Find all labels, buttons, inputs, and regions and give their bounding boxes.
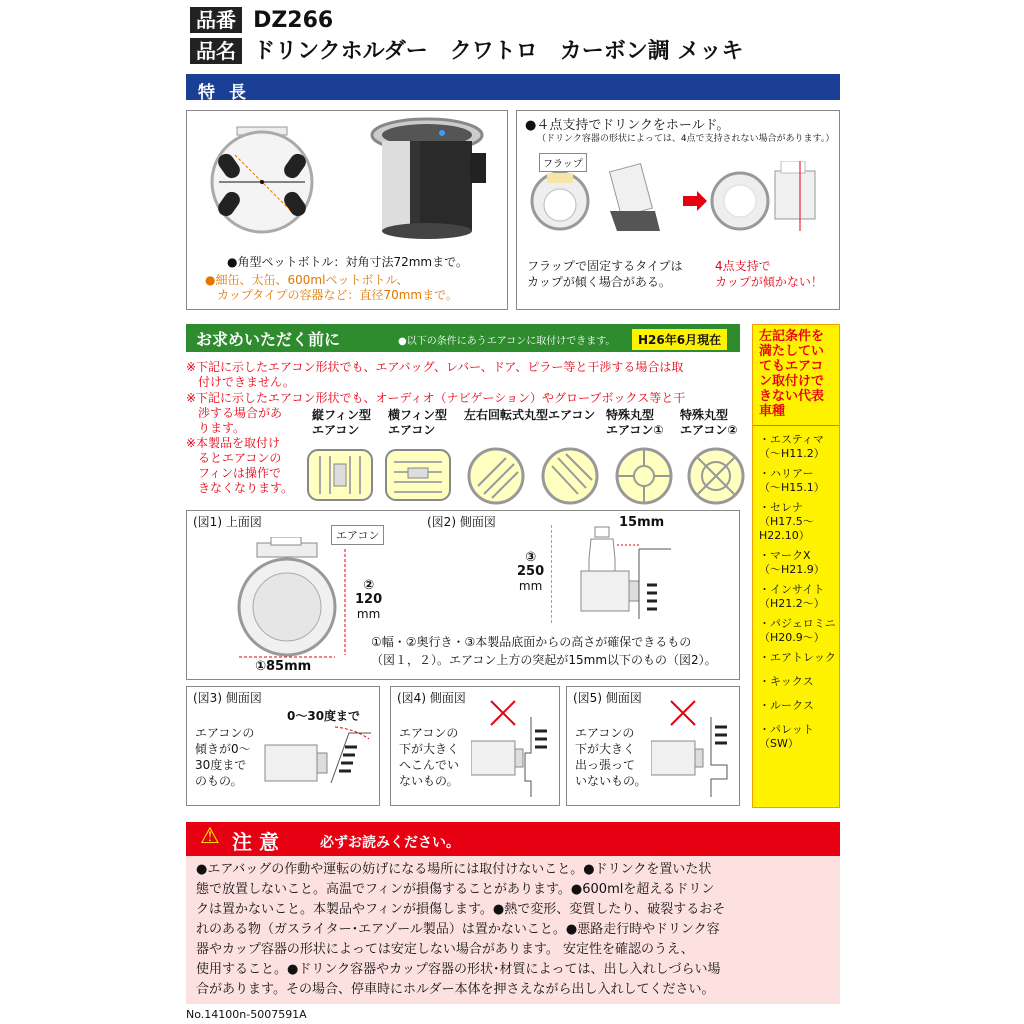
fig2-height-dim: ③ 250 mm <box>517 550 545 593</box>
cross-icon <box>491 701 515 725</box>
footer-code: No.14100n-5007591A <box>186 1008 307 1021</box>
top-view-diagram <box>197 117 327 242</box>
vent-type-3-label: 左右回転式丸型エアコン <box>464 408 596 422</box>
vent-type-1-label: 縦フィン型 エアコン <box>312 408 372 437</box>
cond-line1: ①幅・②奥行き・③本製品底面からの高さが確保できるもの <box>371 635 692 649</box>
fig1-title: (図1) 上面図 <box>193 515 262 529</box>
fig3-title: (図3) 側面図 <box>193 691 262 705</box>
model-item: ・パジェロミニ （H20.9〜） <box>759 617 836 644</box>
name-tag: 品名 <box>190 38 242 64</box>
fig2-diagram <box>551 519 671 629</box>
fig3-angle: 0〜30度まで <box>287 709 361 723</box>
code-tag: 品番 <box>190 7 242 33</box>
fig1-depth-dim: ② 120 mm <box>355 578 383 621</box>
note1-line1: ※下記に示したエアコン形状でも、エアバッグ、レバー、ドア、ピラー等と干渉する場合は取 <box>186 360 684 374</box>
fig5-text: エアコンの 下が大きく 出っ張って いないもの。 <box>575 726 647 788</box>
flap-label: フラップ <box>539 153 587 172</box>
cross-icon <box>671 701 695 725</box>
product-photo <box>362 113 502 243</box>
prereq-title: お求めいただく前に <box>196 330 341 349</box>
prereq-subtitle: ●以下の条件にあうエアコンに取付けできます。 <box>398 336 616 347</box>
bullet-can-line1: ●細缶、太缶、600mlペットボトル、 <box>205 273 409 287</box>
note2-line3: ります。 <box>198 421 246 435</box>
aircon-label: エアコン <box>331 525 384 545</box>
fig4-text: エアコンの 下が大きく へこんでい ないもの。 <box>399 726 460 788</box>
model-item: ・マークX （〜H21.9） <box>759 549 825 576</box>
caution-text: ●エアバッグの作動や運転の妨げになる場所には取付けないこと。●ドリンクを置いた状 態で放置しないこと。高温でフィンが損傷することがあります。●600mlを超えるドリン クは置かないこと。本製品やフィンが損傷します。●熱で変形、変質したり、破裂するおそ れのある物（ガスライター･エアゾール製品）は置かないこと。●悪路走行時やドリンク容 器やカップ容器の形状によっては安定しない場合があります。 安定性を確認のうえ、 使用すること。●ドリンク容器やカップ容器の形状･材質によっては、出し入れしづらい場 合があります。その場合、停車時にホルダー本体を押さえながら出し入れしてください。 <box>196 862 726 997</box>
caution-subtitle: 必ずお読みください。 <box>320 835 460 851</box>
product-name-row <box>190 34 743 65</box>
model-item: ・パレット （SW） <box>759 723 814 750</box>
cond-line2: （図１，２）。エアコン上方の突起が15mm以下のもの（図2）。 <box>371 653 717 667</box>
hold-note: （ドリンク容器の形状によっては、4点で支持されない場合があります。） <box>537 134 835 144</box>
flap-text-line1: フラップで固定するタイプは <box>527 259 683 273</box>
fig2-title: (図2) 側面図 <box>427 515 496 529</box>
fig1-width-dim: ①85mm <box>255 659 312 674</box>
fig5-diagram <box>651 697 739 801</box>
note2-line1: ※下記に示したエアコン形状でも、オーディオ（ナビゲーション）やグローブボックス等と干 <box>186 391 686 405</box>
note3-line2: るとエアコンの <box>198 451 282 465</box>
incompatible-models-panel <box>752 324 840 808</box>
caution-bar <box>186 822 840 856</box>
feature-panel-left <box>186 110 508 310</box>
vent-type-icons <box>306 446 746 508</box>
fig3-text: エアコンの 傾きが0〜 30度まで のもの。 <box>195 726 255 788</box>
bullet-square-bottle: ●角型ペットボトル：対角寸法72mmまで。 <box>227 255 468 269</box>
hold-title: ●４点支持でドリンクをホールド。 <box>525 118 730 133</box>
fig3-diagram <box>261 723 379 803</box>
figure-panel-4 <box>390 686 560 806</box>
feature-panel-right <box>516 110 840 310</box>
note1-line2: 付けできません。 <box>198 375 295 389</box>
caution-title: 注 意 <box>232 830 279 854</box>
model-item: ・インサイト （H21.2〜） <box>759 583 825 610</box>
figure-panel-5 <box>566 686 740 806</box>
bullet-can-line2: カップタイプの容器など：直径70mmまで。 <box>217 288 458 302</box>
models-list <box>759 433 836 751</box>
model-item: ・エアトレック <box>759 651 836 664</box>
prereq-bar <box>186 324 740 352</box>
note2-line2: 渉する場合があ <box>198 406 283 420</box>
vent-type-4-label: 特殊丸型 エアコン① <box>606 408 664 437</box>
four-point-line2: カップが傾かない！ <box>715 275 823 289</box>
note3-line4: きなくなります。 <box>198 481 294 495</box>
model-item: ・キックス <box>759 675 814 688</box>
features-title: 特長 <box>186 74 840 100</box>
product-name: ドリンクホルダー クワトロ カーボン調 メッキ <box>253 39 744 64</box>
flap-diagram <box>525 161 835 241</box>
warning-icon: ⚠ <box>200 824 220 849</box>
model-item: ・ハリアー （〜H15.1） <box>759 467 825 494</box>
four-point-line1: 4点支持で <box>715 259 771 273</box>
flap-text-line2: カップが傾く場合がある。 <box>527 275 671 289</box>
caution-body <box>186 856 840 1004</box>
fig5-title: (図5) 側面図 <box>573 691 642 705</box>
note3-line1: ※本製品を取付け <box>186 436 281 450</box>
figure-panel-1-2 <box>186 510 740 680</box>
fig4-diagram <box>471 697 559 801</box>
vent-type-5-label: 特殊丸型 エアコン② <box>680 408 738 437</box>
date-badge: H26年6月現在 <box>632 329 727 350</box>
model-item: ・ルークス <box>759 699 814 712</box>
fig4-title: (図4) 側面図 <box>397 691 466 705</box>
figure-panel-3 <box>186 686 380 806</box>
note3-line3: フィンは操作で <box>198 466 282 480</box>
product-code-row <box>190 4 333 33</box>
fig2-gap-dim: 15mm <box>619 515 665 530</box>
models-header: 左記条件を 満たしてい てもエアコ ン取付けで きない代表 車種 <box>759 329 825 419</box>
model-item: ・セレナ （H17.5〜 H22.10） <box>759 501 814 542</box>
model-item: ・エスティマ （〜H11.2） <box>759 433 825 460</box>
vent-type-2-label: 横フィン型 エアコン <box>388 408 448 437</box>
product-code: DZ266 <box>253 8 334 33</box>
